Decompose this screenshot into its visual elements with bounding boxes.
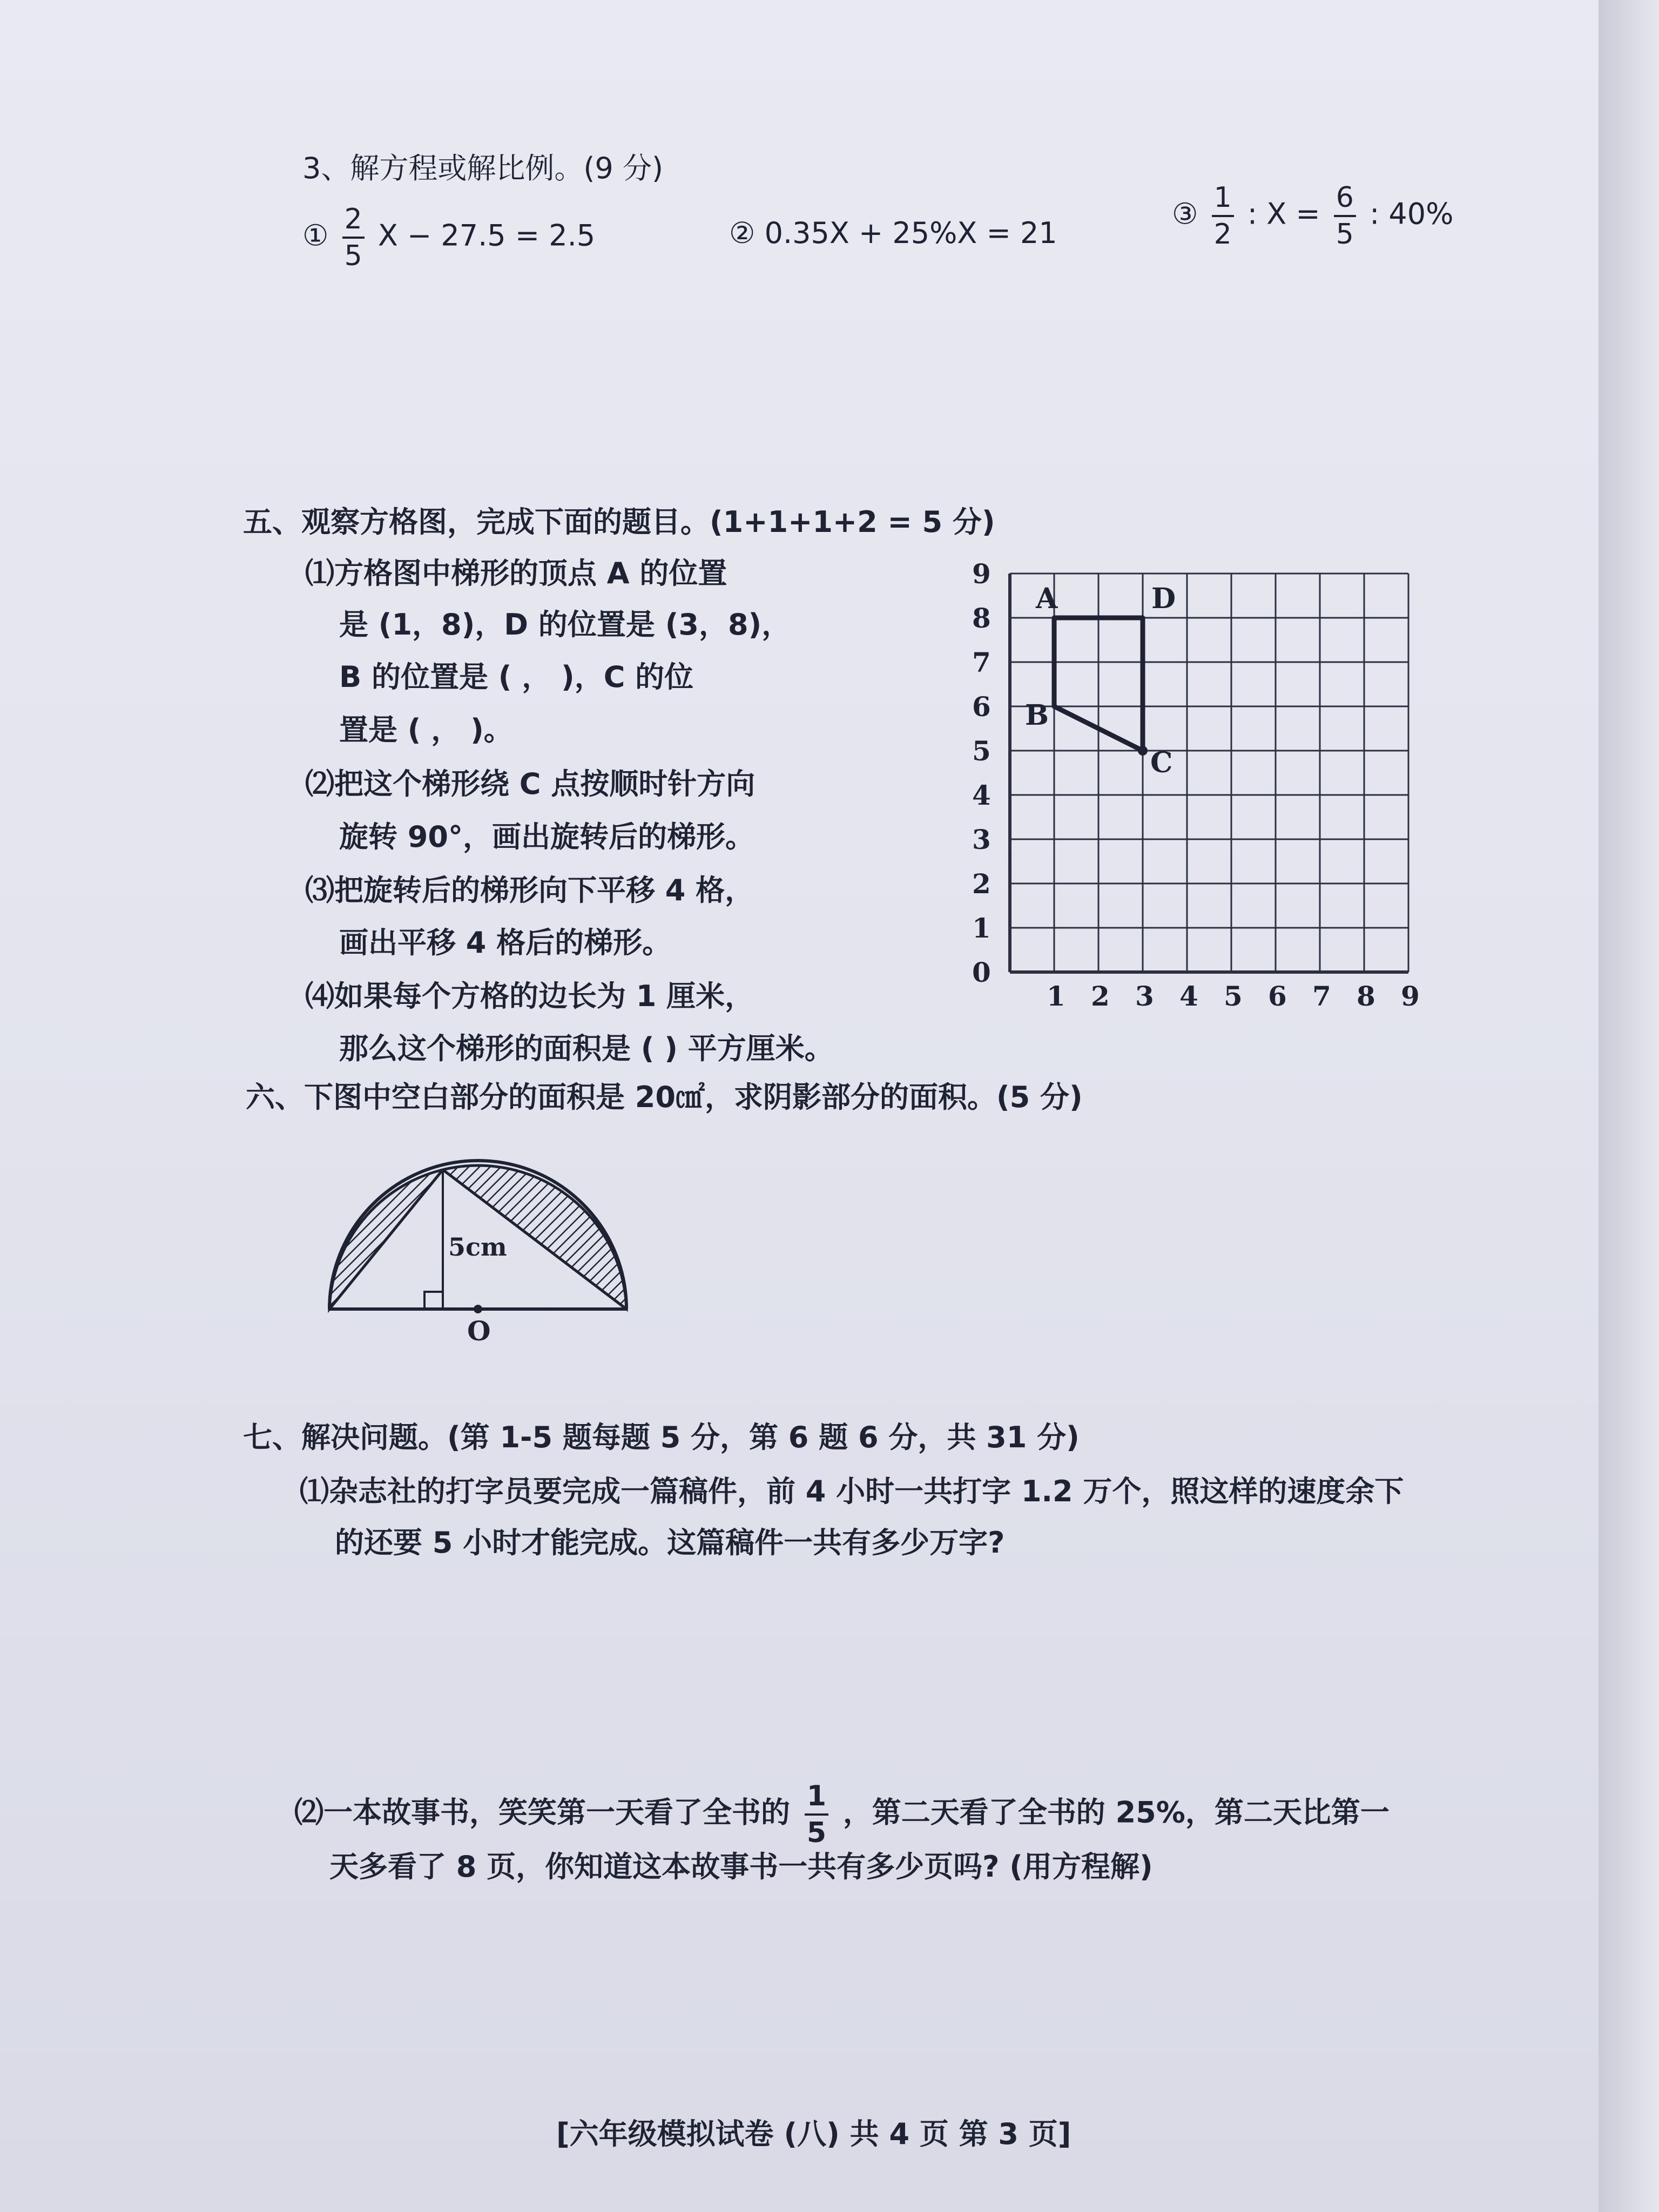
eq1-rest: X − 27.5 = 2.5: [377, 218, 596, 253]
height-label: 5cm: [448, 1232, 507, 1262]
s5-line-8: 画出平移 4 格后的梯形。: [339, 926, 672, 960]
s7-q2-line1: ⑵一本故事书，笑笑第一天看了全书的 $\frac{1}{5}$ ，第二天看了全书的 25%，第二天比第一: [294, 1780, 1390, 1849]
equation-1: [302, 205, 595, 270]
vertex-label-a: A: [1036, 582, 1058, 615]
y-tick-label: 3: [972, 824, 991, 855]
vertex-label-d: D: [1151, 582, 1176, 615]
y-tick-label: 0: [972, 956, 991, 988]
eq1-marker: ①: [302, 218, 329, 253]
eq3-marker: ③: [1172, 197, 1198, 231]
y-tick-label: 8: [972, 602, 991, 634]
eq3-mid: : X =: [1247, 197, 1320, 231]
center-label: O: [467, 1315, 491, 1347]
s7-q2-line2: 天多看了 8 页，你知道这本故事书一共有多少页吗? (用方程解): [329, 1850, 1153, 1884]
section7-title: 七、解决问题。(第 1-5 题每题 5 分，第 6 题 6 分，共 31 分): [243, 1420, 1080, 1454]
s5-line-9: ⑷如果每个方格的边长为 1 厘米，: [305, 979, 754, 1013]
s5-line-3: B 的位置是 ( ， )，C 的位: [339, 660, 694, 694]
s5-line-10: 那么这个梯形的面积是 ( ) 平方厘米。: [339, 1031, 834, 1065]
s7-q1-line2: 的还要 5 小时才能完成。这篇稿件一共有多少万字?: [335, 1526, 1005, 1560]
equation-3: [1172, 181, 1454, 251]
y-tick-label: 1: [972, 912, 991, 944]
x-tick-label: 8: [1357, 980, 1375, 1012]
x-tick-label: 6: [1268, 980, 1287, 1012]
page-footer: [六年级模拟试卷 (八) 共 4 页 第 3 页]: [556, 2117, 1071, 2151]
s5-line-6: 旋转 90°，画出旋转后的梯形。: [339, 820, 754, 854]
x-tick-label: 2: [1091, 980, 1110, 1012]
s5-line-4: 置是 ( ， )。: [339, 713, 513, 747]
vertex-point-c: [1138, 746, 1148, 756]
x-tick-label: 5: [1224, 980, 1243, 1012]
vertex-label-b: B: [1025, 699, 1049, 732]
x-tick-label: 1: [1047, 980, 1065, 1012]
equation-2: [729, 216, 1057, 251]
eq3-fraction-2: $\frac{6}{5}$: [1334, 184, 1356, 248]
x-tick-label: 9: [1401, 980, 1420, 1012]
eq3-fraction-1: $\frac{1}{2}$: [1212, 184, 1234, 248]
y-tick-label: 2: [972, 868, 991, 900]
s7-q1-line1: ⑴杂志社的打字员要完成一篇稿件，前 4 小时一共打字 1.2 万个，照这样的速度余下: [300, 1474, 1404, 1508]
eq3-tail: : 40%: [1370, 197, 1454, 231]
x-tick-label: 4: [1179, 980, 1198, 1012]
eq2-marker: ②: [729, 216, 756, 250]
underlying-page-edge: [1599, 0, 1659, 2212]
y-tick-label: 6: [972, 691, 991, 723]
s5-line-1: ⑴方格图中梯形的顶点 A 的位置: [305, 556, 727, 590]
x-tick-label: 7: [1312, 980, 1331, 1012]
coordinate-grid: [918, 558, 1420, 1015]
y-tick-label: 5: [972, 735, 991, 767]
section6-title: 六、下图中空白部分的面积是 20㎠，求阴影部分的面积。(5 分): [246, 1080, 1083, 1114]
y-tick-label: 9: [972, 558, 991, 590]
center-dot: [474, 1305, 482, 1313]
section5-title: 五、观察方格图，完成下面的题目。(1+1+1+2 = 5 分): [243, 505, 995, 539]
y-tick-label: 4: [972, 779, 991, 811]
s5-line-2: 是 (1，8)，D 的位置是 (3，8)，: [339, 608, 791, 642]
x-tick-label: 3: [1135, 980, 1154, 1012]
s5-line-7: ⑶把旋转后的梯形向下平移 4 格，: [305, 873, 754, 907]
section3-title: 3、解方程或解比例。(9 分): [302, 151, 664, 185]
q2-fraction: $\frac{1}{5}$: [805, 1782, 828, 1847]
eq1-fraction: $\frac{2}{5}$: [342, 205, 365, 270]
s5-line-5: ⑵把这个梯形绕 C 点按顺时针方向: [305, 767, 756, 801]
y-tick-label: 7: [972, 646, 991, 678]
semicircle-figure: [319, 1156, 643, 1355]
right-angle-mark: [424, 1292, 443, 1309]
eq2-text: 0.35X + 25%X = 21: [764, 216, 1057, 250]
vertex-label-c: C: [1150, 746, 1173, 779]
